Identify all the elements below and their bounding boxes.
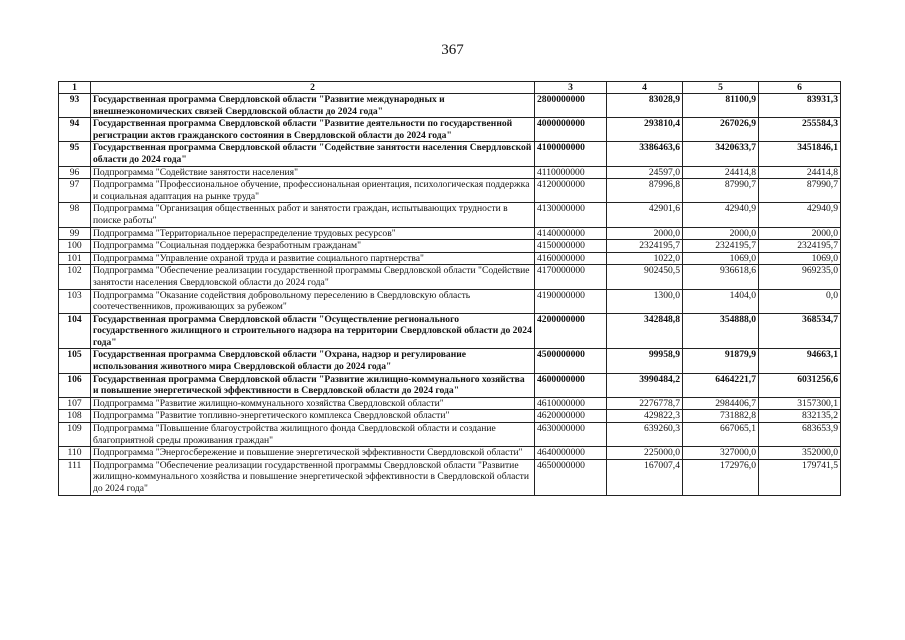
amount-col6-cell: 969235,0: [759, 265, 841, 289]
program-name-cell: Государственная программа Свердловской области "Развитие деятельности по государственной регистрации актов гражданского состояния в Свердловской области до 2024 года": [91, 118, 535, 142]
table-row: [59, 289, 841, 313]
row-number-cell: 109: [59, 423, 91, 447]
amount-col4-cell: 83028,9: [607, 94, 683, 118]
row-number-cell: 98: [59, 203, 91, 227]
target-code-cell: 4000000000: [535, 118, 607, 142]
amount-col5-cell: 327000,0: [683, 447, 759, 460]
table-row: [59, 265, 841, 289]
program-name-cell: Государственная программа Свердловской области "Развитие международных и внешнеэкономических связей Свердловской области до 2024 года": [91, 94, 535, 118]
table-row: [59, 373, 841, 397]
amount-col5-cell: 936618,6: [683, 265, 759, 289]
amount-col5-cell: 731882,8: [683, 410, 759, 423]
target-code-cell: 4200000000: [535, 313, 607, 349]
program-name-cell: Подпрограмма "Организация общественных работ и занятости граждан, испытывающих трудности в поиске работы": [91, 203, 535, 227]
row-number-cell: 96: [59, 166, 91, 179]
amount-col6-cell: 24414,8: [759, 166, 841, 179]
amount-col4-cell: 99958,9: [607, 349, 683, 373]
target-code-cell: 4160000000: [535, 252, 607, 265]
table-row: [59, 447, 841, 460]
column-header: 3: [535, 82, 607, 94]
program-name-cell: Государственная программа Свердловской области "Развитие жилищно-коммунального хозяйства и повышение энергетической эффективности в Свердловской области до 2024 года": [91, 373, 535, 397]
amount-col5-cell: 2984406,7: [683, 397, 759, 410]
amount-col4-cell: 3990484,2: [607, 373, 683, 397]
row-number-cell: 107: [59, 397, 91, 410]
target-code-cell: 4620000000: [535, 410, 607, 423]
amount-col5-cell: 42940,9: [683, 203, 759, 227]
program-name-cell: Подпрограмма "Обеспечение реализации государственной программы Свердловской области "Содействие занятости населения Свердловской области до 2024 года": [91, 265, 535, 289]
program-name-cell: Подпрограмма "Развитие топливно-энергетического комплекса Свердловской области": [91, 410, 535, 423]
amount-col6-cell: 832135,2: [759, 410, 841, 423]
row-number-cell: 104: [59, 313, 91, 349]
amount-col6-cell: 2324195,7: [759, 240, 841, 253]
program-name-cell: Подпрограмма "Профессиональное обучение, профессиональная ориентация, психологическая поддержка и социальная адаптация на рынке труда": [91, 179, 535, 203]
amount-col4-cell: 429822,3: [607, 410, 683, 423]
target-code-cell: 4640000000: [535, 447, 607, 460]
amount-col6-cell: 3157300,1: [759, 397, 841, 410]
amount-col5-cell: 172976,0: [683, 459, 759, 495]
amount-col4-cell: 225000,0: [607, 447, 683, 460]
amount-col4-cell: 639260,3: [607, 423, 683, 447]
amount-col4-cell: 2276778,7: [607, 397, 683, 410]
program-name-cell: Государственная программа Свердловской области "Содействие занятости населения Свердловской области до 2024 года": [91, 142, 535, 166]
program-name-cell: Подпрограмма "Обеспечение реализации государственной программы Свердловской области "Развитие жилищно-коммунального хозяйства и повышение энергетической эффективности в Свердловской области до 2024 года": [91, 459, 535, 495]
target-code-cell: 4170000000: [535, 265, 607, 289]
row-number-cell: 108: [59, 410, 91, 423]
target-code-cell: 4630000000: [535, 423, 607, 447]
amount-col6-cell: 83931,3: [759, 94, 841, 118]
program-name-cell: Подпрограмма "Развитие жилищно-коммунального хозяйства Свердловской области": [91, 397, 535, 410]
program-name-cell: Подпрограмма "Повышение благоустройства жилищного фонда Свердловской области и создание благоприятной среды проживания граждан": [91, 423, 535, 447]
table-header-row: [59, 82, 841, 94]
amount-col5-cell: 1069,0: [683, 252, 759, 265]
amount-col6-cell: 94663,1: [759, 349, 841, 373]
amount-col4-cell: 902450,5: [607, 265, 683, 289]
amount-col6-cell: 6031256,6: [759, 373, 841, 397]
table-row: [59, 203, 841, 227]
amount-col4-cell: 87996,8: [607, 179, 683, 203]
amount-col4-cell: 1300,0: [607, 289, 683, 313]
row-number-cell: 94: [59, 118, 91, 142]
amount-col6-cell: 255584,3: [759, 118, 841, 142]
row-number-cell: 95: [59, 142, 91, 166]
amount-col4-cell: 24597,0: [607, 166, 683, 179]
amount-col4-cell: 42901,6: [607, 203, 683, 227]
program-name-cell: Государственная программа Свердловской области "Охрана, надзор и регулирование использования животного мира Свердловской области до 2024 года": [91, 349, 535, 373]
target-code-cell: 4650000000: [535, 459, 607, 495]
row-number-cell: 106: [59, 373, 91, 397]
row-number-cell: 103: [59, 289, 91, 313]
amount-col4-cell: 342848,8: [607, 313, 683, 349]
amount-col5-cell: 667065,1: [683, 423, 759, 447]
column-header: 1: [59, 82, 91, 94]
program-name-cell: Подпрограмма "Содействие занятости населения": [91, 166, 535, 179]
amount-col6-cell: 0,0: [759, 289, 841, 313]
target-code-cell: 4100000000: [535, 142, 607, 166]
column-header: 4: [607, 82, 683, 94]
table-row: [59, 142, 841, 166]
table-row: [59, 349, 841, 373]
target-code-cell: 4610000000: [535, 397, 607, 410]
table-row: [59, 423, 841, 447]
amount-col5-cell: 267026,9: [683, 118, 759, 142]
target-code-cell: 4140000000: [535, 227, 607, 240]
amount-col4-cell: 1022,0: [607, 252, 683, 265]
amount-col5-cell: 24414,8: [683, 166, 759, 179]
column-header: 6: [759, 82, 841, 94]
amount-col6-cell: 87990,7: [759, 179, 841, 203]
table-row: [59, 94, 841, 118]
target-code-cell: 4150000000: [535, 240, 607, 253]
amount-col4-cell: 293810,4: [607, 118, 683, 142]
amount-col6-cell: 2000,0: [759, 227, 841, 240]
column-header: 5: [683, 82, 759, 94]
table-row: [59, 179, 841, 203]
amount-col5-cell: 87990,7: [683, 179, 759, 203]
amount-col5-cell: 6464221,7: [683, 373, 759, 397]
amount-col5-cell: 2324195,7: [683, 240, 759, 253]
table-body: [59, 94, 841, 496]
program-name-cell: Государственная программа Свердловской области "Осуществление регионального государственного жилищного и строительного надзора на территории Свердловской области до 2024 года": [91, 313, 535, 349]
table-row: [59, 252, 841, 265]
target-code-cell: 4600000000: [535, 373, 607, 397]
amount-col5-cell: 91879,9: [683, 349, 759, 373]
table-row: [59, 313, 841, 349]
table-row: [59, 459, 841, 495]
row-number-cell: 105: [59, 349, 91, 373]
target-code-cell: 4190000000: [535, 289, 607, 313]
table-row: [59, 118, 841, 142]
amount-col6-cell: 1069,0: [759, 252, 841, 265]
row-number-cell: 102: [59, 265, 91, 289]
amount-col6-cell: 3451846,1: [759, 142, 841, 166]
amount-col6-cell: 368534,7: [759, 313, 841, 349]
row-number-cell: 101: [59, 252, 91, 265]
table-row: [59, 227, 841, 240]
amount-col4-cell: 3386463,6: [607, 142, 683, 166]
program-name-cell: Подпрограмма "Социальная поддержка безработным гражданам": [91, 240, 535, 253]
amount-col5-cell: 3420633,7: [683, 142, 759, 166]
target-code-cell: 2800000000: [535, 94, 607, 118]
amount-col5-cell: 354888,0: [683, 313, 759, 349]
target-code-cell: 4120000000: [535, 179, 607, 203]
page-number: 367: [441, 42, 464, 58]
table-row: [59, 240, 841, 253]
amount-col4-cell: 2000,0: [607, 227, 683, 240]
amount-col4-cell: 2324195,7: [607, 240, 683, 253]
target-code-cell: 4110000000: [535, 166, 607, 179]
amount-col5-cell: 1404,0: [683, 289, 759, 313]
amount-col6-cell: 179741,5: [759, 459, 841, 495]
program-name-cell: Подпрограмма "Территориальное перераспределение трудовых ресурсов": [91, 227, 535, 240]
amount-col5-cell: 2000,0: [683, 227, 759, 240]
row-number-cell: 100: [59, 240, 91, 253]
table-row: [59, 397, 841, 410]
row-number-cell: 110: [59, 447, 91, 460]
amount-col6-cell: 683653,9: [759, 423, 841, 447]
row-number-cell: 97: [59, 179, 91, 203]
row-number-cell: 99: [59, 227, 91, 240]
target-code-cell: 4500000000: [535, 349, 607, 373]
target-code-cell: 4130000000: [535, 203, 607, 227]
amount-col4-cell: 167007,4: [607, 459, 683, 495]
row-number-cell: 111: [59, 459, 91, 495]
program-name-cell: Подпрограмма "Оказание содействия добровольному переселению в Свердловскую область соотечественников, проживающих за рубежом": [91, 289, 535, 313]
column-header: 2: [91, 82, 535, 94]
program-name-cell: Подпрограмма "Управление охраной труда и развитие социального партнерства": [91, 252, 535, 265]
table-row: [59, 166, 841, 179]
program-name-cell: Подпрограмма "Энергосбережение и повышение энергетической эффективности Свердловской области": [91, 447, 535, 460]
table-row: [59, 410, 841, 423]
amount-col6-cell: 352000,0: [759, 447, 841, 460]
amount-col6-cell: 42940,9: [759, 203, 841, 227]
row-number-cell: 93: [59, 94, 91, 118]
budget-table: [58, 81, 841, 496]
amount-col5-cell: 81100,9: [683, 94, 759, 118]
